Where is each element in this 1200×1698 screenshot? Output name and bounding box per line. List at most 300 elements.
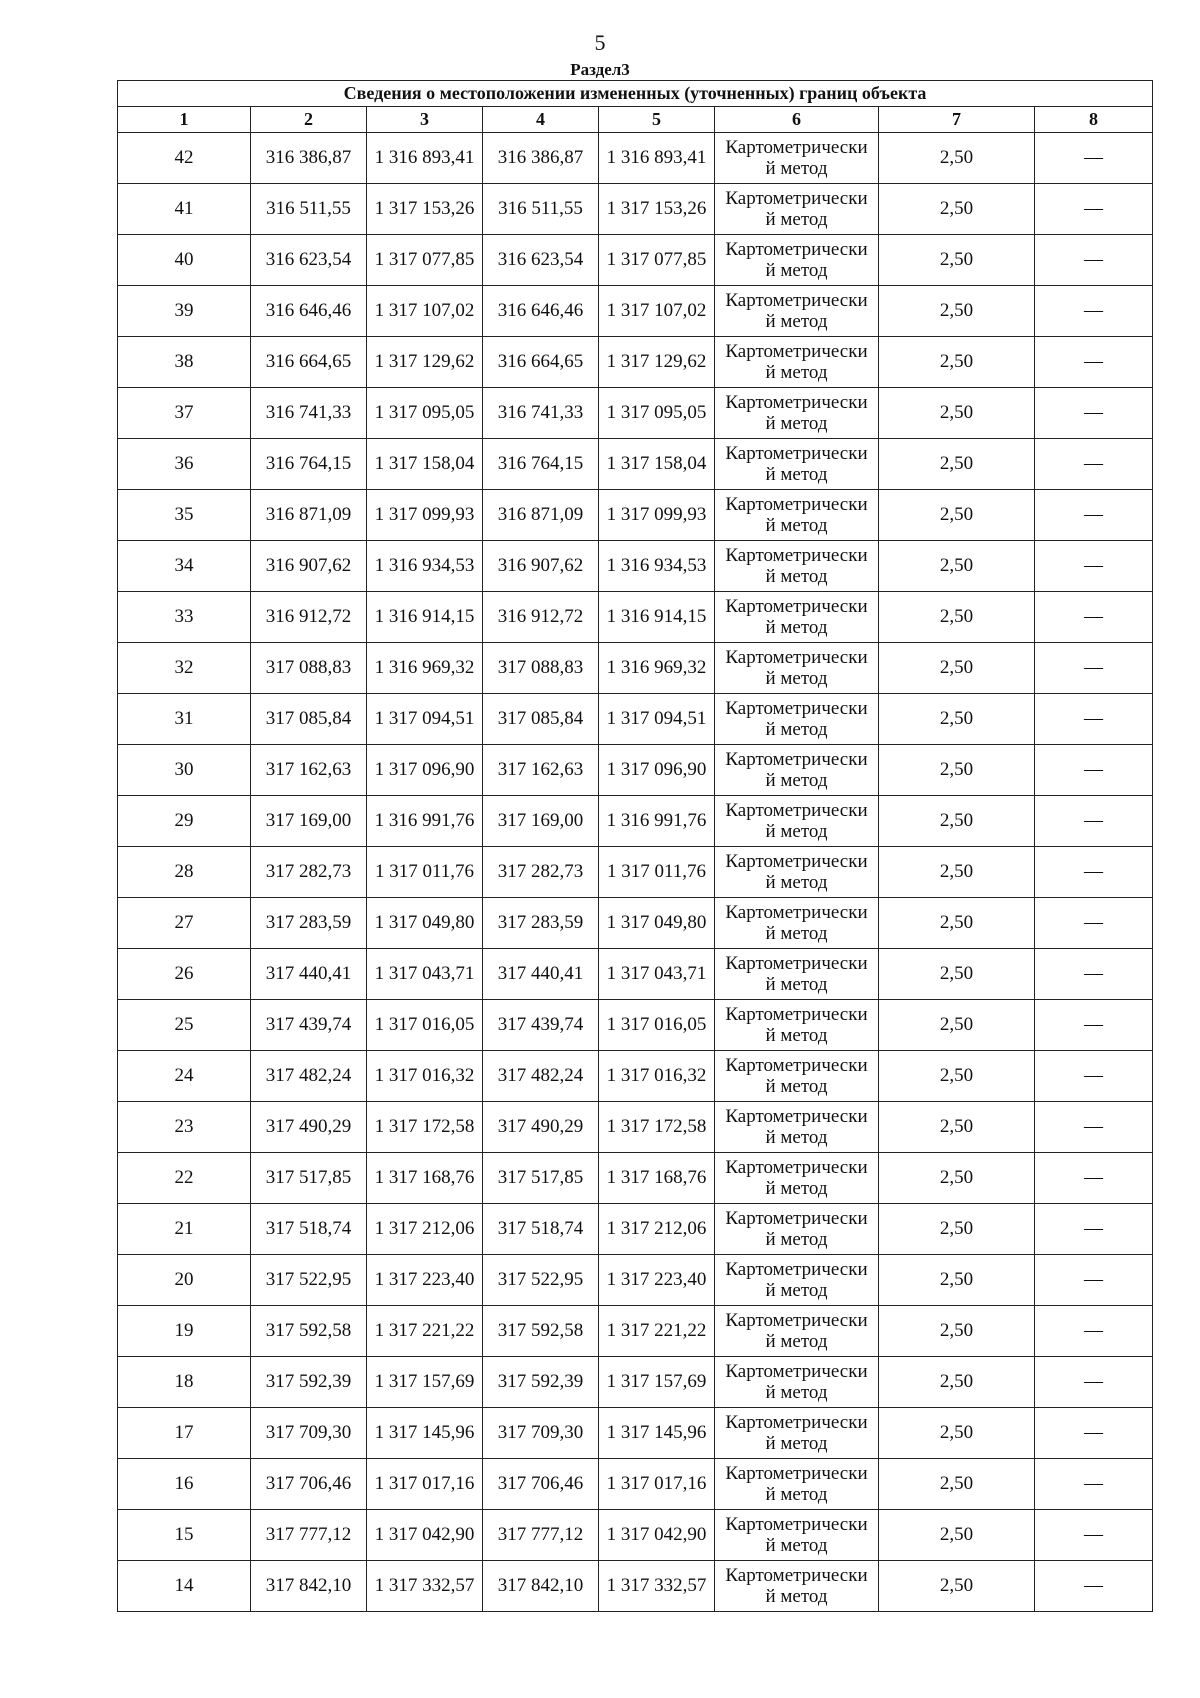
table-body	[118, 133, 1153, 1612]
method-line-1: Картометрически	[725, 902, 868, 923]
method-line-2: й метод	[765, 617, 828, 638]
method-line-1: Картометрически	[725, 545, 868, 566]
accuracy-cell: 2,50	[879, 541, 1035, 592]
y-updated-cell: 1 317 212,06	[599, 1204, 715, 1255]
y-existing-cell: 1 317 129,62	[367, 337, 483, 388]
column-8-cell: —	[1035, 286, 1153, 337]
table-row	[118, 1306, 1153, 1357]
y-existing-cell: 1 317 094,51	[367, 694, 483, 745]
x-existing-cell: 317 709,30	[251, 1408, 367, 1459]
method-cell	[715, 1408, 879, 1459]
y-updated-cell: 1 317 049,80	[599, 898, 715, 949]
method-line-1: Картометрически	[725, 1208, 868, 1229]
y-existing-cell: 1 317 042,90	[367, 1510, 483, 1561]
method-line-2: й метод	[765, 515, 828, 536]
point-number-cell: 39	[118, 286, 251, 337]
table-row	[118, 286, 1153, 337]
method-cell	[715, 694, 879, 745]
accuracy-cell: 2,50	[879, 1051, 1035, 1102]
y-updated-cell: 1 317 221,22	[599, 1306, 715, 1357]
method-cell	[715, 133, 879, 184]
column-8-cell: —	[1035, 643, 1153, 694]
point-number-cell: 15	[118, 1510, 251, 1561]
x-updated-cell: 316 764,15	[483, 439, 599, 490]
column-number-2: 2	[251, 107, 367, 133]
method-cell	[715, 1255, 879, 1306]
method-cell	[715, 1153, 879, 1204]
column-8-cell: —	[1035, 439, 1153, 490]
x-updated-cell: 317 490,29	[483, 1102, 599, 1153]
column-8-cell: —	[1035, 1000, 1153, 1051]
x-existing-cell: 317 169,00	[251, 796, 367, 847]
x-existing-cell: 317 842,10	[251, 1561, 367, 1612]
method-cell	[715, 286, 879, 337]
column-8-cell: —	[1035, 745, 1153, 796]
y-updated-cell: 1 317 168,76	[599, 1153, 715, 1204]
x-updated-cell: 316 646,46	[483, 286, 599, 337]
point-number-cell: 34	[118, 541, 251, 592]
method-cell	[715, 796, 879, 847]
table-row	[118, 898, 1153, 949]
column-8-cell: —	[1035, 694, 1153, 745]
x-existing-cell: 316 912,72	[251, 592, 367, 643]
method-line-2: й метод	[765, 1229, 828, 1250]
x-updated-cell: 317 282,73	[483, 847, 599, 898]
point-number-cell: 24	[118, 1051, 251, 1102]
point-number-cell: 14	[118, 1561, 251, 1612]
method-line-1: Картометрически	[725, 1514, 868, 1535]
method-line-2: й метод	[765, 1280, 828, 1301]
point-number-cell: 31	[118, 694, 251, 745]
accuracy-cell: 2,50	[879, 949, 1035, 1000]
method-line-1: Картометрически	[725, 1361, 868, 1382]
method-cell	[715, 388, 879, 439]
method-line-2: й метод	[765, 1382, 828, 1403]
column-number-7: 7	[879, 107, 1035, 133]
point-number-cell: 32	[118, 643, 251, 694]
y-updated-cell: 1 317 172,58	[599, 1102, 715, 1153]
y-updated-cell: 1 316 934,53	[599, 541, 715, 592]
y-updated-cell: 1 317 096,90	[599, 745, 715, 796]
column-number-6: 6	[715, 107, 879, 133]
column-8-cell: —	[1035, 1204, 1153, 1255]
x-updated-cell: 317 522,95	[483, 1255, 599, 1306]
x-existing-cell: 316 623,54	[251, 235, 367, 286]
point-number-cell: 29	[118, 796, 251, 847]
accuracy-cell: 2,50	[879, 286, 1035, 337]
accuracy-cell: 2,50	[879, 643, 1035, 694]
accuracy-cell: 2,50	[879, 184, 1035, 235]
x-updated-cell: 316 664,65	[483, 337, 599, 388]
table-row	[118, 1000, 1153, 1051]
method-line-1: Картометрически	[725, 1106, 868, 1127]
point-number-cell: 28	[118, 847, 251, 898]
method-line-1: Картометрически	[725, 647, 868, 668]
point-number-cell: 21	[118, 1204, 251, 1255]
x-updated-cell: 317 088,83	[483, 643, 599, 694]
x-existing-cell: 317 283,59	[251, 898, 367, 949]
method-line-2: й метод	[765, 821, 828, 842]
method-line-2: й метод	[765, 1178, 828, 1199]
method-cell	[715, 1102, 879, 1153]
x-updated-cell: 317 706,46	[483, 1459, 599, 1510]
table-row	[118, 235, 1153, 286]
method-cell	[715, 439, 879, 490]
y-updated-cell: 1 317 223,40	[599, 1255, 715, 1306]
accuracy-cell: 2,50	[879, 1255, 1035, 1306]
method-line-2: й метод	[765, 719, 828, 740]
y-existing-cell: 1 317 077,85	[367, 235, 483, 286]
column-8-cell: —	[1035, 1306, 1153, 1357]
x-existing-cell: 316 664,65	[251, 337, 367, 388]
method-line-2: й метод	[765, 260, 828, 281]
table-row	[118, 694, 1153, 745]
accuracy-cell: 2,50	[879, 1204, 1035, 1255]
method-line-1: Картометрически	[725, 851, 868, 872]
method-line-1: Картометрически	[725, 749, 868, 770]
y-existing-cell: 1 317 043,71	[367, 949, 483, 1000]
y-updated-cell: 1 317 042,90	[599, 1510, 715, 1561]
method-line-1: Картометрически	[725, 953, 868, 974]
table-row	[118, 1102, 1153, 1153]
method-line-2: й метод	[765, 158, 828, 179]
method-cell	[715, 643, 879, 694]
method-line-1: Картометрически	[725, 1157, 868, 1178]
y-existing-cell: 1 317 016,32	[367, 1051, 483, 1102]
table-row	[118, 1153, 1153, 1204]
y-updated-cell: 1 317 011,76	[599, 847, 715, 898]
point-number-cell: 35	[118, 490, 251, 541]
x-existing-cell: 317 282,73	[251, 847, 367, 898]
method-line-1: Картометрически	[725, 596, 868, 617]
accuracy-cell: 2,50	[879, 1306, 1035, 1357]
table-row	[118, 1561, 1153, 1612]
page-number: 5	[594, 30, 606, 55]
y-existing-cell: 1 317 099,93	[367, 490, 483, 541]
point-number-cell: 26	[118, 949, 251, 1000]
x-updated-cell: 317 439,74	[483, 1000, 599, 1051]
accuracy-cell: 2,50	[879, 388, 1035, 439]
method-cell	[715, 337, 879, 388]
x-updated-cell: 316 907,62	[483, 541, 599, 592]
point-number-cell: 33	[118, 592, 251, 643]
method-line-2: й метод	[765, 566, 828, 587]
point-number-cell: 16	[118, 1459, 251, 1510]
column-8-cell: —	[1035, 388, 1153, 439]
accuracy-cell: 2,50	[879, 1459, 1035, 1510]
y-updated-cell: 1 317 077,85	[599, 235, 715, 286]
x-existing-cell: 317 482,24	[251, 1051, 367, 1102]
accuracy-cell: 2,50	[879, 1510, 1035, 1561]
y-existing-cell: 1 317 223,40	[367, 1255, 483, 1306]
y-existing-cell: 1 317 158,04	[367, 439, 483, 490]
accuracy-cell: 2,50	[879, 1102, 1035, 1153]
y-existing-cell: 1 317 332,57	[367, 1561, 483, 1612]
method-cell	[715, 592, 879, 643]
x-existing-cell: 316 386,87	[251, 133, 367, 184]
x-existing-cell: 317 439,74	[251, 1000, 367, 1051]
y-existing-cell: 1 317 096,90	[367, 745, 483, 796]
column-8-cell: —	[1035, 796, 1153, 847]
method-line-1: Картометрически	[725, 698, 868, 719]
method-line-2: й метод	[765, 1484, 828, 1505]
y-updated-cell: 1 317 043,71	[599, 949, 715, 1000]
y-existing-cell: 1 317 011,76	[367, 847, 483, 898]
method-line-2: й метод	[765, 1025, 828, 1046]
method-cell	[715, 490, 879, 541]
accuracy-cell: 2,50	[879, 133, 1035, 184]
table-row	[118, 541, 1153, 592]
x-existing-cell: 317 518,74	[251, 1204, 367, 1255]
accuracy-cell: 2,50	[879, 235, 1035, 286]
column-8-cell: —	[1035, 490, 1153, 541]
column-8-cell: —	[1035, 1408, 1153, 1459]
method-line-2: й метод	[765, 974, 828, 995]
y-existing-cell: 1 317 016,05	[367, 1000, 483, 1051]
x-updated-cell: 317 592,39	[483, 1357, 599, 1408]
method-line-1: Картометрически	[725, 1004, 868, 1025]
method-cell	[715, 1306, 879, 1357]
x-existing-cell: 317 088,83	[251, 643, 367, 694]
x-updated-cell: 317 517,85	[483, 1153, 599, 1204]
x-updated-cell: 316 386,87	[483, 133, 599, 184]
method-line-2: й метод	[765, 872, 828, 893]
column-number-4: 4	[483, 107, 599, 133]
method-line-2: й метод	[765, 362, 828, 383]
point-number-cell: 17	[118, 1408, 251, 1459]
x-updated-cell: 317 709,30	[483, 1408, 599, 1459]
method-line-1: Картометрически	[725, 290, 868, 311]
y-existing-cell: 1 316 969,32	[367, 643, 483, 694]
x-updated-cell: 317 777,12	[483, 1510, 599, 1561]
y-updated-cell: 1 317 094,51	[599, 694, 715, 745]
method-cell	[715, 1459, 879, 1510]
accuracy-cell: 2,50	[879, 490, 1035, 541]
y-existing-cell: 1 317 107,02	[367, 286, 483, 337]
x-updated-cell: 317 162,63	[483, 745, 599, 796]
y-updated-cell: 1 317 095,05	[599, 388, 715, 439]
method-line-2: й метод	[765, 1331, 828, 1352]
point-number-cell: 38	[118, 337, 251, 388]
y-updated-cell: 1 317 153,26	[599, 184, 715, 235]
x-existing-cell: 316 511,55	[251, 184, 367, 235]
table-row	[118, 337, 1153, 388]
section-label: Раздел3	[570, 60, 630, 79]
point-number-cell: 42	[118, 133, 251, 184]
column-8-cell: —	[1035, 133, 1153, 184]
method-line-1: Картометрически	[725, 1565, 868, 1586]
x-existing-cell: 316 646,46	[251, 286, 367, 337]
method-line-2: й метод	[765, 923, 828, 944]
method-cell	[715, 949, 879, 1000]
method-cell	[715, 1000, 879, 1051]
table-row	[118, 592, 1153, 643]
accuracy-cell: 2,50	[879, 796, 1035, 847]
method-line-1: Картометрически	[725, 1259, 868, 1280]
y-existing-cell: 1 317 095,05	[367, 388, 483, 439]
method-cell	[715, 1510, 879, 1561]
accuracy-cell: 2,50	[879, 694, 1035, 745]
column-8-cell: —	[1035, 541, 1153, 592]
method-cell	[715, 1561, 879, 1612]
y-updated-cell: 1 317 158,04	[599, 439, 715, 490]
x-updated-cell: 317 085,84	[483, 694, 599, 745]
x-updated-cell: 316 912,72	[483, 592, 599, 643]
column-8-cell: —	[1035, 949, 1153, 1000]
method-cell	[715, 1051, 879, 1102]
accuracy-cell: 2,50	[879, 1561, 1035, 1612]
y-updated-cell: 1 317 016,32	[599, 1051, 715, 1102]
method-line-1: Картометрически	[725, 1055, 868, 1076]
column-8-cell: —	[1035, 1357, 1153, 1408]
accuracy-cell: 2,50	[879, 592, 1035, 643]
table-row	[118, 1204, 1153, 1255]
table-row	[118, 1255, 1153, 1306]
method-line-2: й метод	[765, 209, 828, 230]
method-line-1: Картометрически	[725, 341, 868, 362]
accuracy-cell: 2,50	[879, 439, 1035, 490]
y-updated-cell: 1 317 129,62	[599, 337, 715, 388]
column-8-cell: —	[1035, 847, 1153, 898]
method-line-2: й метод	[765, 1586, 828, 1607]
method-line-2: й метод	[765, 1433, 828, 1454]
y-updated-cell: 1 317 332,57	[599, 1561, 715, 1612]
x-existing-cell: 317 162,63	[251, 745, 367, 796]
table-row	[118, 949, 1153, 1000]
y-existing-cell: 1 316 893,41	[367, 133, 483, 184]
x-existing-cell: 317 522,95	[251, 1255, 367, 1306]
column-8-cell: —	[1035, 337, 1153, 388]
boundary-coordinates-table	[117, 80, 1153, 1612]
method-line-2: й метод	[765, 1076, 828, 1097]
method-line-1: Картометрически	[725, 1310, 868, 1331]
column-number-row	[118, 107, 1153, 133]
x-existing-cell: 317 440,41	[251, 949, 367, 1000]
y-existing-cell: 1 316 934,53	[367, 541, 483, 592]
y-existing-cell: 1 316 991,76	[367, 796, 483, 847]
y-updated-cell: 1 316 914,15	[599, 592, 715, 643]
method-line-1: Картометрически	[725, 800, 868, 821]
method-line-1: Картометрически	[725, 443, 868, 464]
column-8-cell: —	[1035, 1153, 1153, 1204]
method-cell	[715, 541, 879, 592]
x-existing-cell: 316 907,62	[251, 541, 367, 592]
x-updated-cell: 317 592,58	[483, 1306, 599, 1357]
table-row	[118, 1051, 1153, 1102]
x-updated-cell: 316 511,55	[483, 184, 599, 235]
table-row	[118, 796, 1153, 847]
point-number-cell: 30	[118, 745, 251, 796]
table-row	[118, 745, 1153, 796]
y-updated-cell: 1 317 016,05	[599, 1000, 715, 1051]
method-line-2: й метод	[765, 311, 828, 332]
table-row	[118, 1510, 1153, 1561]
y-updated-cell: 1 316 991,76	[599, 796, 715, 847]
accuracy-cell: 2,50	[879, 1357, 1035, 1408]
table-row	[118, 1459, 1153, 1510]
point-number-cell: 25	[118, 1000, 251, 1051]
x-existing-cell: 317 085,84	[251, 694, 367, 745]
y-updated-cell: 1 317 107,02	[599, 286, 715, 337]
column-number-3: 3	[367, 107, 483, 133]
y-updated-cell: 1 316 969,32	[599, 643, 715, 694]
x-updated-cell: 317 283,59	[483, 898, 599, 949]
x-existing-cell: 317 517,85	[251, 1153, 367, 1204]
x-updated-cell: 317 440,41	[483, 949, 599, 1000]
x-updated-cell: 317 518,74	[483, 1204, 599, 1255]
x-existing-cell: 317 706,46	[251, 1459, 367, 1510]
accuracy-cell: 2,50	[879, 1000, 1035, 1051]
y-existing-cell: 1 317 172,58	[367, 1102, 483, 1153]
x-existing-cell: 316 871,09	[251, 490, 367, 541]
method-line-1: Картометрически	[725, 137, 868, 158]
x-existing-cell: 317 592,58	[251, 1306, 367, 1357]
table-row	[118, 847, 1153, 898]
method-line-1: Картометрически	[725, 239, 868, 260]
table-row	[118, 643, 1153, 694]
method-cell	[715, 184, 879, 235]
accuracy-cell: 2,50	[879, 847, 1035, 898]
x-updated-cell: 316 871,09	[483, 490, 599, 541]
x-existing-cell: 316 741,33	[251, 388, 367, 439]
x-updated-cell: 317 842,10	[483, 1561, 599, 1612]
method-line-1: Картометрически	[725, 392, 868, 413]
y-updated-cell: 1 317 145,96	[599, 1408, 715, 1459]
x-existing-cell: 317 777,12	[251, 1510, 367, 1561]
point-number-cell: 20	[118, 1255, 251, 1306]
point-number-cell: 40	[118, 235, 251, 286]
y-existing-cell: 1 317 049,80	[367, 898, 483, 949]
point-number-cell: 27	[118, 898, 251, 949]
method-cell	[715, 847, 879, 898]
column-8-cell: —	[1035, 1255, 1153, 1306]
table-row	[118, 490, 1153, 541]
method-line-1: Картометрически	[725, 1463, 868, 1484]
column-8-cell: —	[1035, 1459, 1153, 1510]
y-existing-cell: 1 317 221,22	[367, 1306, 483, 1357]
point-number-cell: 23	[118, 1102, 251, 1153]
table-row	[118, 388, 1153, 439]
accuracy-cell: 2,50	[879, 745, 1035, 796]
table-row	[118, 439, 1153, 490]
x-updated-cell: 317 169,00	[483, 796, 599, 847]
method-cell	[715, 1357, 879, 1408]
y-existing-cell: 1 317 017,16	[367, 1459, 483, 1510]
column-8-cell: —	[1035, 1102, 1153, 1153]
table-row	[118, 133, 1153, 184]
y-existing-cell: 1 317 168,76	[367, 1153, 483, 1204]
accuracy-cell: 2,50	[879, 898, 1035, 949]
point-number-cell: 19	[118, 1306, 251, 1357]
table-row	[118, 184, 1153, 235]
accuracy-cell: 2,50	[879, 337, 1035, 388]
x-updated-cell: 317 482,24	[483, 1051, 599, 1102]
table-title-row	[118, 81, 1153, 107]
method-line-2: й метод	[765, 770, 828, 791]
x-existing-cell: 317 592,39	[251, 1357, 367, 1408]
column-8-cell: —	[1035, 184, 1153, 235]
method-line-2: й метод	[765, 1535, 828, 1556]
column-8-cell: —	[1035, 235, 1153, 286]
method-line-1: Картометрически	[725, 494, 868, 515]
column-8-cell: —	[1035, 1561, 1153, 1612]
method-line-1: Картометрически	[725, 188, 868, 209]
method-cell	[715, 745, 879, 796]
method-line-2: й метод	[765, 1127, 828, 1148]
column-8-cell: —	[1035, 1510, 1153, 1561]
table-title: Сведения о местоположении измененных (уточненных) границ объекта	[118, 81, 1153, 107]
point-number-cell: 36	[118, 439, 251, 490]
